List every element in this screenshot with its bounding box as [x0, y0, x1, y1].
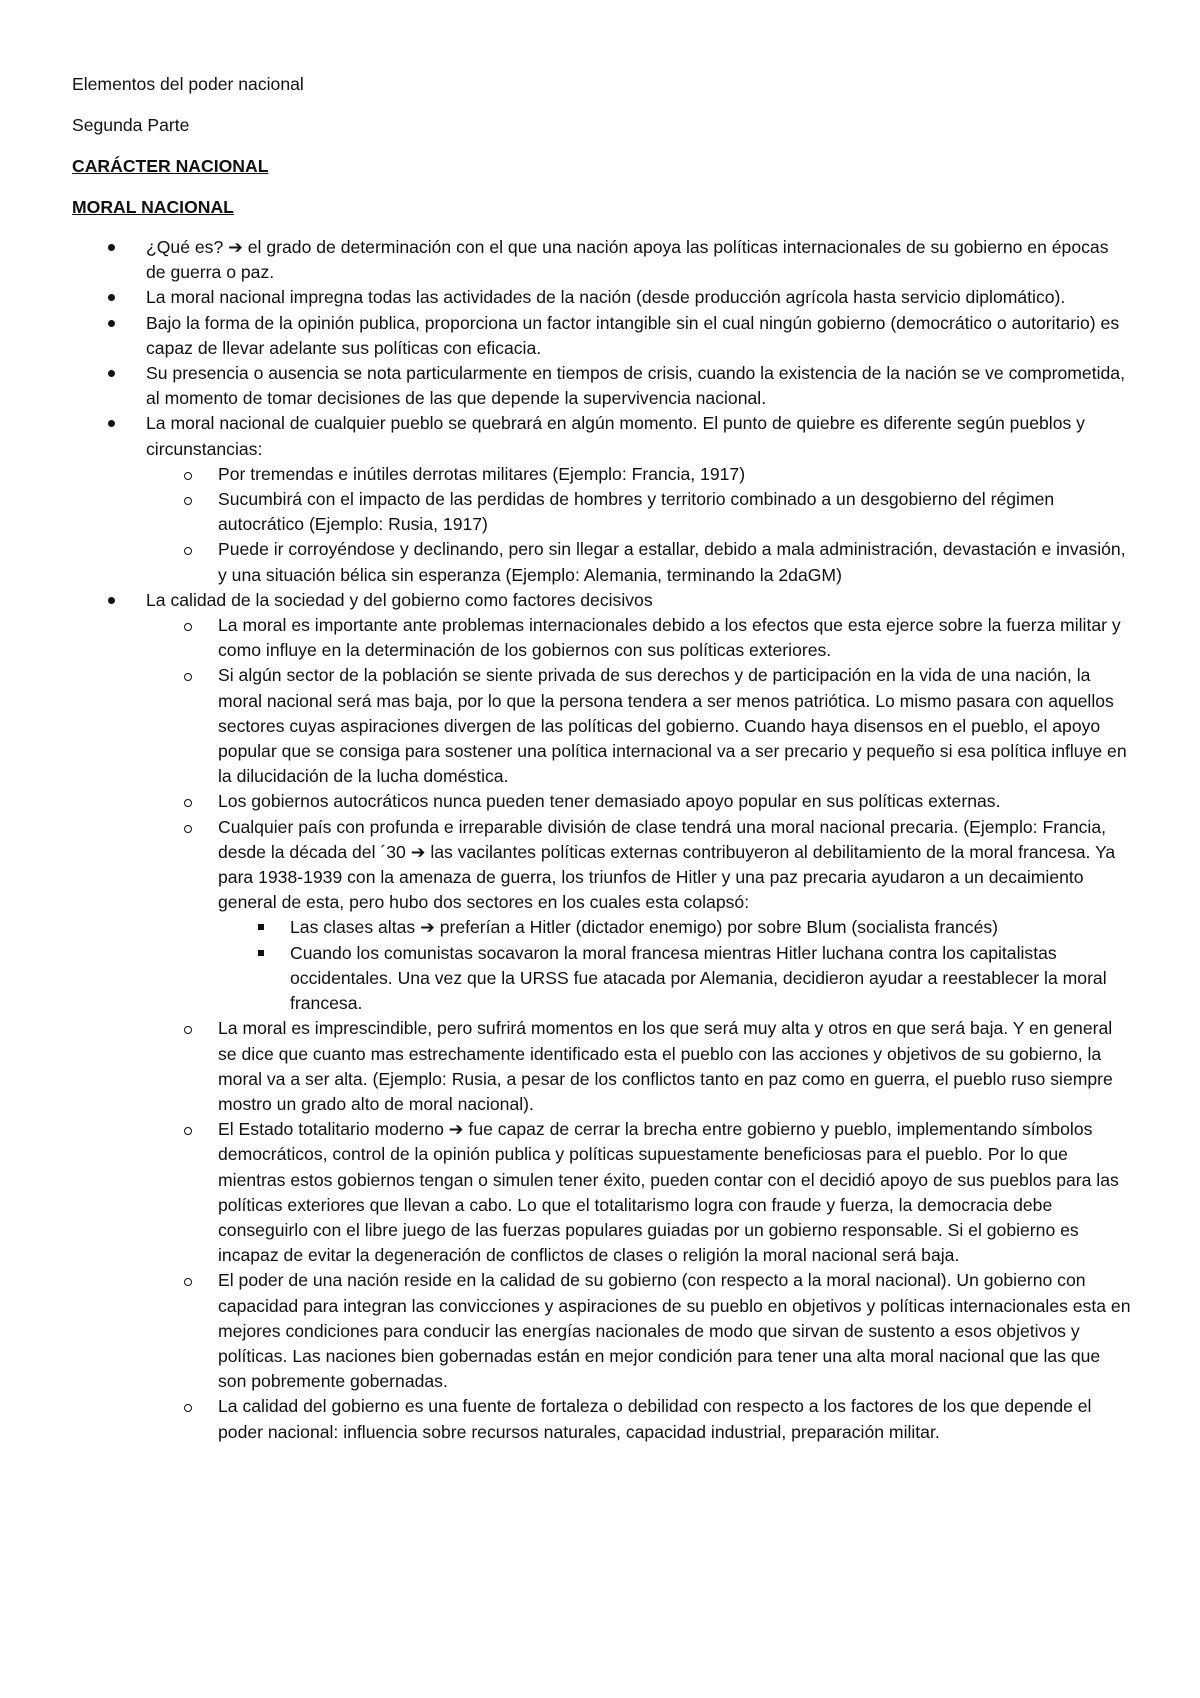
- section-heading-moral-nacional: MORAL NACIONAL: [72, 197, 234, 217]
- bullet-text: La moral nacional impregna todas las actividades de la nación (desde producción agrícola hasta servicio diplomático).: [146, 287, 1066, 308]
- sub-bullet-text: Cualquier país con profunda e irreparable división de clase tendrá una moral nacional precaria. (Ejemplo: Francia, desde la década del ´30 ➔ las vacilantes políticas externas contribuyeron al debilitamiento de la moral francesa. Ya para 1938-1939 con la amenaza de guerra, los triunfos de Hitler y una paz precaria ayudaron a un decaimiento general de esta, pero hubo dos sectores en los cuales esta colapsó:: [218, 816, 1116, 913]
- bullet-icon: [108, 244, 115, 251]
- section-heading-caracter-nacional: CARÁCTER NACIONAL: [72, 156, 269, 176]
- bullet-text: Bajo la forma de la opinión publica, proporciona un factor intangible sin el cual ningún gobierno (democrático o autoritario) es capaz de llevar adelante sus políticas con eficacia.: [146, 312, 1120, 358]
- square-bullet-icon: [258, 924, 264, 930]
- sub-bullet-item: [72, 537, 1132, 587]
- sub-bullet-item: [72, 663, 1132, 789]
- bullet-text: La moral nacional de cualquier pueblo se quebrará en algún momento. El punto de quiebre es diferente según pueblos y circunstancias:: [146, 413, 1085, 459]
- sub-bullet-item: [72, 789, 1132, 814]
- sub-bullet-text: Por tremendas e inútiles derrotas militares (Ejemplo: Francia, 1917): [218, 463, 746, 484]
- bullet-item: [72, 361, 1132, 411]
- sub-sub-bullet-item: [72, 941, 1132, 1017]
- document-title: Elementos del poder nacional: [72, 74, 304, 94]
- bullet-icon: [108, 294, 115, 301]
- bullet-icon: [108, 420, 115, 427]
- sub-bullet-text: Si algún sector de la población se siente privada de sus derechos y de participación en la vida de una nación, la moral nacional será mas baja, por lo que la persona tendera a ser menos patriótica. Lo mismo pasara con aquellos sectores cuyas aspiraciones divergen de las políticas del gobierno. Cuando haya disensos en el pueblo, el apoyo popular que se consiga para sostener una política internacional va a ser precario y pequeño si esa política influye en la dilucidación de la lucha doméstica.: [218, 665, 1127, 787]
- bullet-item: [72, 411, 1132, 587]
- bullet-icon: [108, 370, 115, 377]
- circle-bullet-icon: [184, 825, 192, 833]
- sub-bullet-item: [72, 613, 1132, 663]
- bullet-item: [72, 311, 1132, 361]
- bullet-text: ¿Qué es? ➔ el grado de determinación con el que una nación apoya las políticas internacionales de su gobierno en épocas de guerra o paz.: [146, 237, 1109, 283]
- sub-bullet-text: Puede ir corroyéndose y declinando, pero sin llegar a estallar, debido a mala administración, devastación e invasión, y una situación bélica sin esperanza (Ejemplo: Alemania, terminando la 2daGM): [218, 539, 1126, 585]
- bullet-item: [72, 235, 1132, 285]
- sub-bullet-text: La moral es imprescindible, pero sufrirá momentos en los que será muy alta y otros en que será baja. Y en general se dice que cuanto mas estrechamente identificado esta el pueblo con las acciones y objetivos de su gobierno, la moral va a ser alta. (Ejemplo: Rusia, a pesar de los conflictos tanto en paz como en guerra, el pueblo ruso siempre mostro un grado alto de moral nacional).: [218, 1018, 1113, 1114]
- sub-bullet-text: El Estado totalitario moderno ➔ fue capaz de cerrar la brecha entre gobierno y pueblo, implementando símbolos democráticos, control de la opinión publica y políticas supuestamente beneficiosas para el pueblo. Por lo que mientras estos gobiernos tengan o simulen tener éxito, pueden contar con el decidió apoyo de sus pueblos para las políticas exteriores que llevan a cabo. Lo que el totalitarismo logra con fraude y fuerza, la democracia debe conseguirlo con el libre juego de las fuerzas populares guiadas por un gobierno responsable. Si el gobierno es incapaz de evitar la degeneración de conflictos de clases o religión la moral nacional será baja.: [218, 1119, 1119, 1266]
- sub-bullet-text: El poder de una nación reside en la calidad de su gobierno (con respecto a la moral nacional). Un gobierno con capacidad para integran las convicciones y aspiraciones de su pueblo en objetivos y políticas internacionales esta en mejores condiciones para conducir las energías nacionales de modo que sirvan de sustento a esos objetivos y políticas. Las naciones bien gobernadas están en mejor condición para tener una alta moral nacional que las que son pobremente gobernadas.: [218, 1270, 1131, 1392]
- sub-bullet-text: Los gobiernos autocráticos nunca pueden tener demasiado apoyo popular en sus políticas externas.: [218, 791, 1001, 812]
- bullet-icon: [108, 597, 115, 604]
- circle-bullet-icon: [184, 497, 192, 505]
- bullet-text: Su presencia o ausencia se nota particularmente en tiempos de crisis, cuando la existencia de la nación se ve comprometida, al momento de tomar decisiones de las que depende la supervivencia nacional.: [146, 363, 1125, 409]
- circle-bullet-icon: [184, 1278, 192, 1286]
- bullet-text: La calidad de la sociedad y del gobierno como factores decisivos: [146, 589, 653, 610]
- sub-sub-bullet-text: Las clases altas ➔ preferían a Hitler (dictador enemigo) por sobre Blum (socialista francés): [290, 917, 999, 938]
- circle-bullet-icon: [184, 623, 192, 631]
- sub-bullet-item: [72, 1117, 1132, 1268]
- sub-bullet-list: [72, 462, 1132, 588]
- circle-bullet-icon: [184, 799, 192, 807]
- circle-bullet-icon: [184, 673, 192, 681]
- sub-bullet-item: [72, 1394, 1132, 1444]
- sub-bullet-item: [72, 815, 1132, 1017]
- sub-sub-bullet-list: [72, 915, 1132, 1016]
- sub-sub-bullet-text: Cuando los comunistas socavaron la moral francesa mientras Hitler luchana contra los capitalistas occidentales. Una vez que la URSS fue atacada por Alemania, decidieron ayudar a reestablecer la moral francesa.: [290, 942, 1107, 1014]
- sub-bullet-item: [72, 1268, 1132, 1394]
- circle-bullet-icon: [184, 547, 192, 555]
- square-bullet-icon: [258, 950, 264, 956]
- sub-bullet-text: Sucumbirá con el impacto de las perdidas de hombres y territorio combinado a un desgobierno del régimen autocrático (Ejemplo: Rusia, 1917): [218, 489, 1055, 535]
- sub-bullet-item: [72, 487, 1132, 537]
- circle-bullet-icon: [184, 472, 192, 480]
- main-bullet-list: [72, 235, 1132, 1445]
- sub-bullet-item: [72, 462, 1132, 487]
- bullet-item: [72, 588, 1132, 1445]
- bullet-item: [72, 285, 1132, 310]
- sub-bullet-text: La moral es importante ante problemas internacionales debido a los efectos que esta ejerce sobre la fuerza militar y como influye en la determinación de los gobiernos con sus políticas exteriores.: [218, 615, 1121, 661]
- circle-bullet-icon: [184, 1127, 192, 1135]
- document-subtitle: Segunda Parte: [72, 115, 190, 135]
- circle-bullet-icon: [184, 1026, 192, 1034]
- sub-sub-bullet-item: [72, 915, 1132, 940]
- sub-bullet-list: [72, 613, 1132, 1445]
- bullet-icon: [108, 320, 115, 327]
- circle-bullet-icon: [184, 1404, 192, 1412]
- sub-bullet-text: La calidad del gobierno es una fuente de fortaleza o debilidad con respecto a los factores de los que depende el poder nacional: influencia sobre recursos naturales, capacidad industrial, preparación militar.: [218, 1396, 1092, 1442]
- sub-bullet-item: [72, 1016, 1132, 1117]
